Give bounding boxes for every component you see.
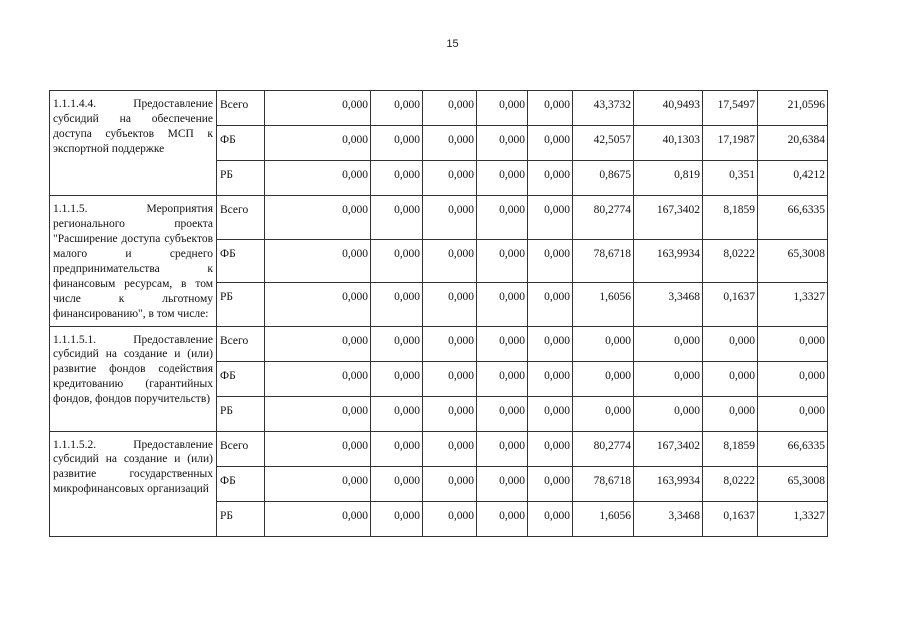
value-cell: 17,5497 <box>703 91 758 126</box>
value-cell: 78,6718 <box>573 466 634 501</box>
value-cell: 0,000 <box>528 126 573 161</box>
value-cell: 0,000 <box>423 396 477 431</box>
value-cell: 163,9934 <box>634 466 703 501</box>
funding-source-cell: РБ <box>217 161 265 196</box>
value-cell: 0,000 <box>371 501 423 536</box>
funding-source-cell: РБ <box>217 283 265 327</box>
funding-source-cell: Всего <box>217 326 265 361</box>
activity-name-cell: 1.1.1.5. Мероприятия регионального проекта "Расширение доступа субъектов малого и среднего предпринимательства к финансовым ресурсам, в том числе к льготному финансированию", в том числе: <box>50 196 217 327</box>
value-cell: 0,000 <box>703 326 758 361</box>
value-cell: 17,1987 <box>703 126 758 161</box>
funding-source-cell: Всего <box>217 91 265 126</box>
value-cell: 0,000 <box>477 126 528 161</box>
value-cell: 0,000 <box>528 501 573 536</box>
value-cell: 65,3008 <box>758 239 828 283</box>
value-cell: 167,3402 <box>634 431 703 466</box>
value-cell: 0,000 <box>528 283 573 327</box>
value-cell: 0,000 <box>265 91 371 126</box>
value-cell: 0,000 <box>528 326 573 361</box>
funding-source-cell: ФБ <box>217 126 265 161</box>
value-cell: 0,000 <box>758 396 828 431</box>
value-cell: 0,000 <box>423 196 477 240</box>
value-cell: 80,2774 <box>573 196 634 240</box>
value-cell: 0,000 <box>758 326 828 361</box>
funding-source-cell: Всего <box>217 431 265 466</box>
value-cell: 1,6056 <box>573 283 634 327</box>
value-cell: 0,000 <box>265 196 371 240</box>
value-cell: 0,000 <box>528 396 573 431</box>
value-cell: 42,5057 <box>573 126 634 161</box>
value-cell: 0,000 <box>371 91 423 126</box>
budget-table <box>49 90 828 537</box>
value-cell: 0,000 <box>477 431 528 466</box>
value-cell: 0,000 <box>265 396 371 431</box>
table-row <box>50 431 828 466</box>
value-cell: 20,6384 <box>758 126 828 161</box>
value-cell: 0,000 <box>423 361 477 396</box>
value-cell: 0,000 <box>528 466 573 501</box>
value-cell: 0,000 <box>265 326 371 361</box>
value-cell: 0,000 <box>265 161 371 196</box>
value-cell: 0,000 <box>265 466 371 501</box>
value-cell: 3,3468 <box>634 283 703 327</box>
value-cell: 0,000 <box>265 431 371 466</box>
value-cell: 0,000 <box>477 326 528 361</box>
value-cell: 1,6056 <box>573 501 634 536</box>
value-cell: 0,000 <box>634 361 703 396</box>
funding-source-cell: ФБ <box>217 466 265 501</box>
value-cell: 0,000 <box>703 361 758 396</box>
funding-source-cell: ФБ <box>217 361 265 396</box>
value-cell: 65,3008 <box>758 466 828 501</box>
activity-name-cell: 1.1.1.5.2. Предоставление субсидий на создание и (или) развитие государственных микрофинансовых организаций <box>50 431 217 536</box>
value-cell: 0,000 <box>477 196 528 240</box>
value-cell: 0,000 <box>423 431 477 466</box>
value-cell: 0,000 <box>423 326 477 361</box>
value-cell: 0,1637 <box>703 501 758 536</box>
value-cell: 3,3468 <box>634 501 703 536</box>
value-cell: 0,000 <box>573 326 634 361</box>
value-cell: 0,000 <box>528 361 573 396</box>
value-cell: 0,000 <box>371 466 423 501</box>
value-cell: 66,6335 <box>758 196 828 240</box>
value-cell: 0,000 <box>423 161 477 196</box>
value-cell: 0,000 <box>371 283 423 327</box>
funding-source-cell: РБ <box>217 396 265 431</box>
value-cell: 0,000 <box>477 283 528 327</box>
value-cell: 80,2774 <box>573 431 634 466</box>
value-cell: 0,000 <box>423 283 477 327</box>
page-number: 15 <box>446 38 459 50</box>
value-cell: 0,000 <box>371 239 423 283</box>
value-cell: 8,1859 <box>703 431 758 466</box>
value-cell: 0,000 <box>477 161 528 196</box>
value-cell: 0,000 <box>528 196 573 240</box>
value-cell: 0,000 <box>477 466 528 501</box>
value-cell: 0,000 <box>423 501 477 536</box>
value-cell: 0,000 <box>371 196 423 240</box>
value-cell: 1,3327 <box>758 283 828 327</box>
value-cell: 8,1859 <box>703 196 758 240</box>
value-cell: 0,000 <box>371 161 423 196</box>
value-cell: 21,0596 <box>758 91 828 126</box>
value-cell: 0,000 <box>265 239 371 283</box>
value-cell: 0,000 <box>265 501 371 536</box>
table-row <box>50 326 828 361</box>
value-cell: 0,000 <box>265 126 371 161</box>
funding-source-cell: ФБ <box>217 239 265 283</box>
value-cell: 0,000 <box>573 396 634 431</box>
value-cell: 0,000 <box>477 361 528 396</box>
value-cell: 0,000 <box>371 431 423 466</box>
value-cell: 40,1303 <box>634 126 703 161</box>
value-cell: 0,000 <box>371 396 423 431</box>
value-cell: 0,000 <box>477 501 528 536</box>
value-cell: 0,000 <box>758 361 828 396</box>
table-row <box>50 91 828 126</box>
value-cell: 0,000 <box>423 466 477 501</box>
value-cell: 0,8675 <box>573 161 634 196</box>
value-cell: 0,000 <box>371 126 423 161</box>
value-cell: 0,000 <box>477 396 528 431</box>
activity-name-cell: 1.1.1.4.4. Предоставление субсидий на обеспечение доступа субъектов МСП к экспортной поддержке <box>50 91 217 196</box>
funding-source-cell: РБ <box>217 501 265 536</box>
funding-source-cell: Всего <box>217 196 265 240</box>
value-cell: 8,0222 <box>703 466 758 501</box>
value-cell: 0,000 <box>634 396 703 431</box>
value-cell: 0,000 <box>423 91 477 126</box>
value-cell: 66,6335 <box>758 431 828 466</box>
value-cell: 0,4212 <box>758 161 828 196</box>
value-cell: 0,819 <box>634 161 703 196</box>
value-cell: 0,351 <box>703 161 758 196</box>
value-cell: 0,000 <box>477 239 528 283</box>
page-bottom-margin <box>0 558 905 640</box>
value-cell: 0,000 <box>423 239 477 283</box>
value-cell: 0,000 <box>265 361 371 396</box>
value-cell: 0,000 <box>477 91 528 126</box>
value-cell: 8,0222 <box>703 239 758 283</box>
value-cell: 167,3402 <box>634 196 703 240</box>
table-row <box>50 196 828 240</box>
value-cell: 0,000 <box>528 161 573 196</box>
value-cell: 0,000 <box>265 283 371 327</box>
value-cell: 0,000 <box>371 361 423 396</box>
value-cell: 0,1637 <box>703 283 758 327</box>
value-cell: 0,000 <box>634 326 703 361</box>
value-cell: 0,000 <box>528 91 573 126</box>
value-cell: 0,000 <box>528 431 573 466</box>
value-cell: 78,6718 <box>573 239 634 283</box>
value-cell: 163,9934 <box>634 239 703 283</box>
value-cell: 40,9493 <box>634 91 703 126</box>
value-cell: 0,000 <box>371 326 423 361</box>
value-cell: 43,3732 <box>573 91 634 126</box>
value-cell: 0,000 <box>423 126 477 161</box>
value-cell: 0,000 <box>528 239 573 283</box>
value-cell: 0,000 <box>573 361 634 396</box>
value-cell: 0,000 <box>703 396 758 431</box>
activity-name-cell: 1.1.1.5.1. Предоставление субсидий на создание и (или) развитие фондов содействия кредитованию (гарантийных фондов, фондов поручительств) <box>50 326 217 431</box>
value-cell: 1,3327 <box>758 501 828 536</box>
